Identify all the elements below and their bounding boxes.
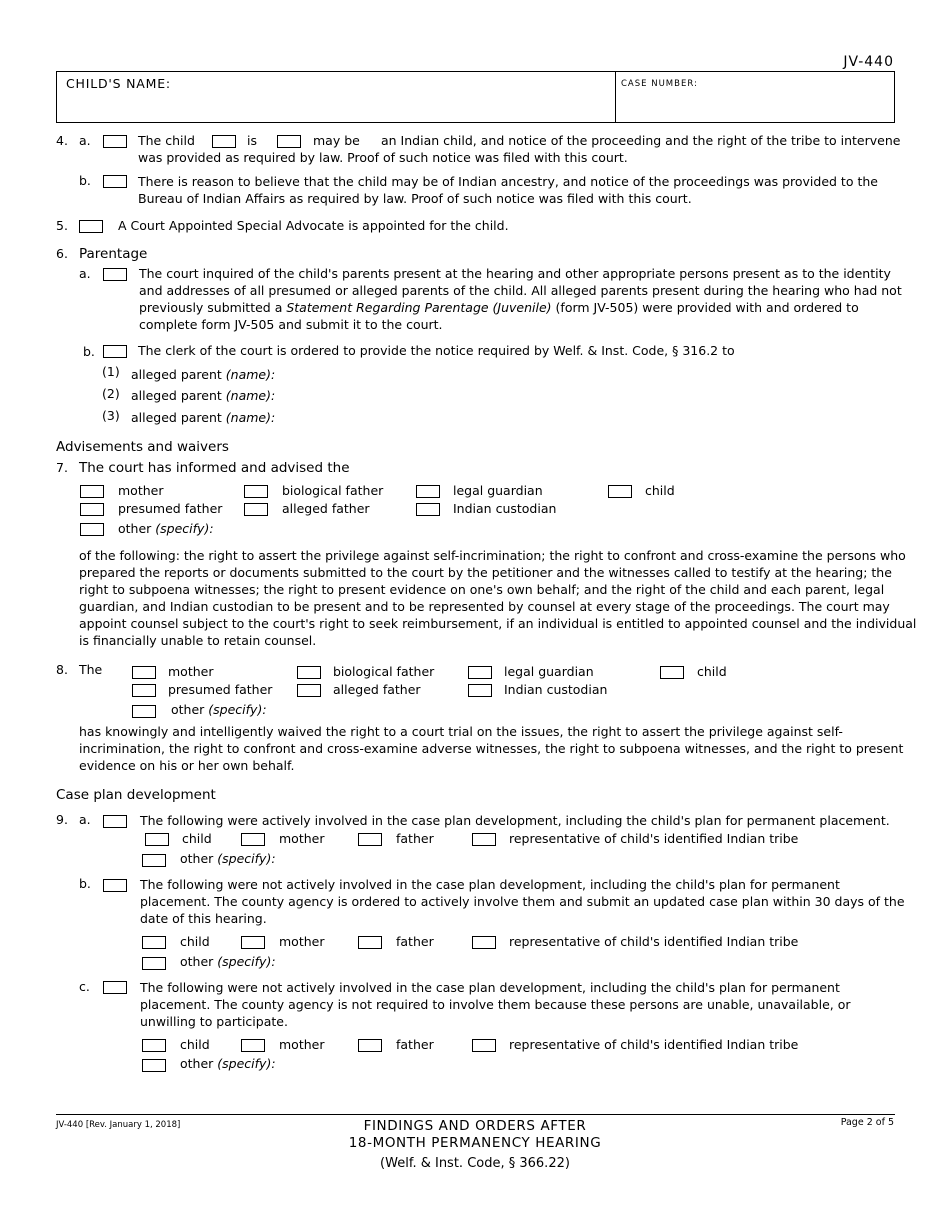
other-checkbox[interactable]	[142, 854, 166, 867]
option-label: presumed father	[168, 682, 273, 697]
option-label: biological father	[282, 483, 384, 498]
alleged-father-checkbox[interactable]	[244, 503, 268, 516]
presumed-father-checkbox[interactable]	[80, 503, 104, 516]
option-label: representative of child's identified Indian tribe	[509, 831, 799, 846]
item6b-checkbox[interactable]	[103, 345, 127, 358]
form-statute: (Welf. & Inst. Code, § 366.22)	[380, 1156, 570, 1171]
item-number: 8.	[56, 662, 68, 677]
biological-father-checkbox[interactable]	[244, 485, 268, 498]
section-heading: Advisements and waivers	[56, 439, 229, 455]
item6b-text: The clerk of the court is ordered to provide the notice required by Welf. & Inst. Code, § 316.2 to	[138, 343, 735, 358]
option-label: father	[396, 831, 434, 846]
child-checkbox[interactable]	[142, 1039, 166, 1052]
form-title: FINDINGS AND ORDERS AFTER 18-MONTH PERMANENCY HEARING	[348, 1118, 602, 1151]
alleged-parent-field: alleged parent (name):	[131, 367, 276, 382]
alleged-father-checkbox[interactable]	[297, 684, 321, 697]
alleged-parent-field: alleged parent (name):	[131, 410, 276, 425]
option-label: child	[180, 1037, 210, 1052]
mother-checkbox[interactable]	[241, 1039, 265, 1052]
item-number: 7.	[56, 460, 68, 475]
presumed-father-checkbox[interactable]	[132, 684, 156, 697]
other-specify-field: other (specify):	[180, 851, 276, 866]
indian-custodian-checkbox[interactable]	[416, 503, 440, 516]
child-name-label: CHILD'S NAME:	[66, 76, 171, 91]
item7-rights-text: of the following: the right to assert the privilege against self-incrimination; the right to confront and cross-examine the persons who prepared the reports or documents submitted to the court by the petitioner and the witnesses called to testify at the hearing; the right to subpoena witnesses; the right to present evidence on one's own behalf; and the right of the child and each parent, legal guardian, and Indian custodian to be present and to be represented by counsel at every stage of the proceedings. The court may appoint counsel subject to the court's right to seek reimbursement, if an individual is entitled to appointed counsel and the individual is financially unable to retain counsel.	[79, 548, 917, 648]
option-label: mother	[168, 664, 214, 679]
item8-waiver-text: has knowingly and intelligently waived the right to a court trial on the issues, the right to assert the privilege against self- incrimination, the right to confront and cross-examine adverse witnesses, the right to subpoena witnesses, and the right to present evidence on his or her own behalf.	[79, 724, 904, 773]
other-specify-field: other (specify):	[118, 521, 214, 536]
option-label: presumed father	[118, 501, 223, 516]
other-checkbox[interactable]	[80, 523, 104, 536]
option-label: alleged father	[333, 682, 421, 697]
item-letter: b.	[79, 173, 91, 188]
footer-rule	[56, 1114, 895, 1115]
item9c-checkbox[interactable]	[103, 981, 127, 994]
item5-checkbox[interactable]	[79, 220, 103, 233]
section-heading: Case plan development	[56, 787, 216, 803]
item-letter: b.	[79, 876, 91, 891]
caption-divider	[615, 72, 616, 122]
mother-checkbox[interactable]	[241, 936, 265, 949]
item-number: 9.	[56, 812, 68, 827]
option-label: child	[182, 831, 212, 846]
item4b-checkbox[interactable]	[103, 175, 127, 188]
item-number: 5.	[56, 218, 68, 233]
item4a-checkbox[interactable]	[103, 135, 127, 148]
item-number: 4.	[56, 133, 68, 148]
option-label: biological father	[333, 664, 435, 679]
indian-tribe-rep-checkbox[interactable]	[472, 1039, 496, 1052]
indian-tribe-rep-checkbox[interactable]	[472, 833, 496, 846]
option-label: mother	[279, 1037, 325, 1052]
page-number: Page 2 of 5	[840, 1117, 894, 1128]
item4a-word: The child	[138, 133, 195, 148]
item-letter: b.	[83, 344, 95, 359]
form-revision: JV-440 [Rev. January 1, 2018]	[56, 1120, 181, 1130]
father-checkbox[interactable]	[358, 833, 382, 846]
item9a-checkbox[interactable]	[103, 815, 127, 828]
mother-checkbox[interactable]	[241, 833, 265, 846]
option-label: father	[396, 934, 434, 949]
option-label: child	[645, 483, 675, 498]
alleged-parent-field: alleged parent (name):	[131, 388, 276, 403]
item-letter: a.	[79, 133, 91, 148]
item4a-word: may be	[313, 133, 360, 148]
indian-tribe-rep-checkbox[interactable]	[472, 936, 496, 949]
biological-father-checkbox[interactable]	[297, 666, 321, 679]
item4a-text: was provided as required by law. Proof of such notice was filed with this court.	[138, 150, 628, 165]
item4b-text: Bureau of Indian Affairs as required by law. Proof of such notice was filed with this court.	[138, 191, 692, 206]
case-number-label: CASE NUMBER:	[621, 79, 698, 89]
child-checkbox[interactable]	[142, 936, 166, 949]
other-checkbox[interactable]	[132, 705, 156, 718]
option-label: legal guardian	[504, 664, 594, 679]
item4a-maybe-checkbox[interactable]	[277, 135, 301, 148]
item6-heading: Parentage	[79, 246, 148, 262]
item6a-text: The court inquired of the child's parents present at the hearing and other appropriate persons present as to the identity and addresses of all presumed or alleged parents of the child. All alleged parents present during the hearing who had not previously submitted a Statement Regarding Parentage (Juvenile) (form JV-505) were provided with and ordered to complete form JV-505 and submit it to the court.	[139, 266, 902, 332]
other-checkbox[interactable]	[142, 957, 166, 970]
child-checkbox[interactable]	[608, 485, 632, 498]
option-label: Indian custodian	[504, 682, 608, 697]
option-label: representative of child's identified Indian tribe	[509, 934, 799, 949]
child-checkbox[interactable]	[660, 666, 684, 679]
option-label: legal guardian	[453, 483, 543, 498]
option-label: mother	[279, 831, 325, 846]
other-specify-field: other (specify):	[180, 954, 276, 969]
indian-custodian-checkbox[interactable]	[468, 684, 492, 697]
item9b-text: The following were not actively involved in the case plan development, including the child's plan for permanent placement. The county agency is ordered to actively involve them and submit an updated case plan within 30 days of the date of this hearing.	[140, 877, 905, 926]
caption-box	[56, 71, 895, 123]
item9a-text: The following were actively involved in the case plan development, including the child's plan for permanent placement.	[140, 813, 890, 828]
child-checkbox[interactable]	[145, 833, 169, 846]
parent-num: (3)	[102, 408, 120, 423]
item9b-checkbox[interactable]	[103, 879, 127, 892]
option-label: alleged father	[282, 501, 370, 516]
item-letter: a.	[79, 266, 91, 281]
option-label: Indian custodian	[453, 501, 557, 516]
item5-text: A Court Appointed Special Advocate is appointed for the child.	[118, 218, 509, 233]
mother-checkbox[interactable]	[132, 666, 156, 679]
item-letter: c.	[79, 979, 90, 994]
option-label: child	[697, 664, 727, 679]
form-number: JV-440	[843, 54, 894, 70]
item4a-text: an Indian child, and notice of the proceeding and the right of the tribe to intervene	[381, 133, 901, 148]
item-letter: a.	[79, 812, 91, 827]
item7-intro: The court has informed and advised the	[79, 460, 350, 476]
parent-num: (1)	[102, 364, 120, 379]
other-specify-field: other (specify):	[180, 1056, 276, 1071]
father-checkbox[interactable]	[358, 1039, 382, 1052]
father-checkbox[interactable]	[358, 936, 382, 949]
parent-num: (2)	[102, 386, 120, 401]
option-label: representative of child's identified Indian tribe	[509, 1037, 799, 1052]
item8-intro: The	[79, 662, 103, 677]
item-number: 6.	[56, 246, 68, 261]
other-specify-field: other (specify):	[171, 702, 267, 717]
item4b-text: There is reason to believe that the child may be of Indian ancestry, and notice of the proceedings was provided to the	[138, 174, 878, 189]
option-label: father	[396, 1037, 434, 1052]
legal-guardian-checkbox[interactable]	[416, 485, 440, 498]
item4a-word: is	[247, 133, 257, 148]
option-label: mother	[279, 934, 325, 949]
item6a-checkbox[interactable]	[103, 268, 127, 281]
item9c-text: The following were not actively involved in the case plan development, including the child's plan for permanent placement. The county agency is not required to involve them because these persons are unable, unavailable, or unwilling to participate.	[140, 980, 851, 1029]
item4a-is-checkbox[interactable]	[212, 135, 236, 148]
legal-guardian-checkbox[interactable]	[468, 666, 492, 679]
option-label: child	[180, 934, 210, 949]
other-checkbox[interactable]	[142, 1059, 166, 1072]
option-label: mother	[118, 483, 164, 498]
mother-checkbox[interactable]	[80, 485, 104, 498]
